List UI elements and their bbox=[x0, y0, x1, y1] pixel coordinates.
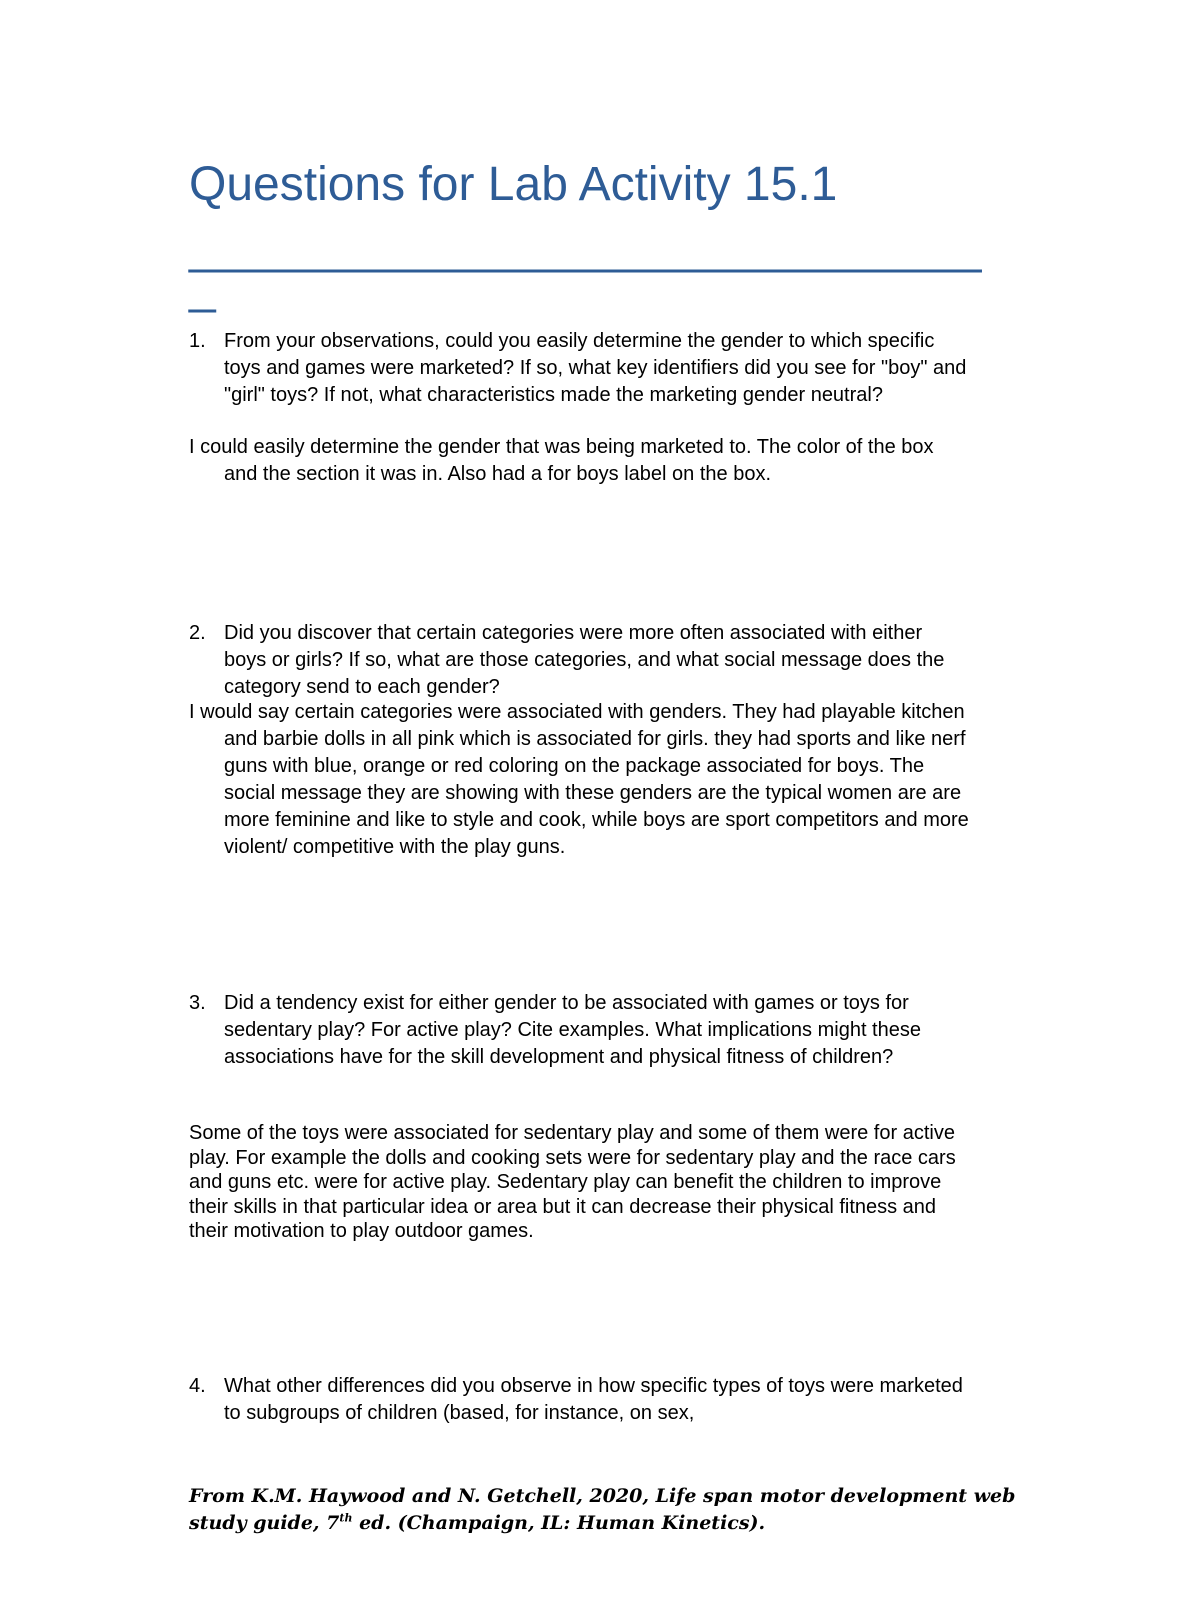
question-3 bbox=[189, 990, 969, 1071]
title-rule: ______________________________________ bbox=[189, 221, 976, 274]
answer-2: I would say certain categories were associated with genders. They had playable kitchen and barbie dolls in all pink which is associated for girls. they had sports and like nerf guns with blue, orange or red coloring on the package associated for boys. The social message they are showing with these genders are the typical women are are more feminine and like to style and cook, while boys are sport competitors and more violent/ competitive with the play guns. bbox=[189, 701, 969, 858]
question-text: Did you discover that certain categories were more often associated with either boys or girls? If so, what are those categories, and what social message does the category send to each gender? bbox=[224, 622, 945, 698]
citation-footer bbox=[189, 1483, 1049, 1537]
question-1 bbox=[189, 328, 969, 409]
answer-3: Some of the toys were associated for sedentary play and some of them were for active play. For example the dolls and cooking sets were for sedentary play and the race cars and guns etc. were for active play. Sedentary play can benefit the children to improve their skills in that particular idea or area but it can decrease their physical fitness and their motivation to play outdoor games. bbox=[189, 1122, 956, 1242]
question-number: 3. bbox=[189, 992, 206, 1014]
page-title: Questions for Lab Activity 15.1 bbox=[189, 158, 838, 211]
citation-superscript: th bbox=[339, 1511, 353, 1525]
question-number: 1. bbox=[189, 330, 206, 352]
question-text: Did a tendency exist for either gender to be associated with games or toys for sedentary play? For active play? Cite examples. What implications might these associations have for the skill development and physical fitness of children? bbox=[224, 992, 921, 1068]
question-number: 2. bbox=[189, 622, 206, 644]
question-text: From your observations, could you easily determine the gender to which specific toys and games were marketed? If so, what key identifiers did you see for "boy" and "girl" toys? If not, what characteristics made the marketing gender neutral? bbox=[224, 330, 967, 406]
question-4 bbox=[189, 1373, 969, 1427]
question-2 bbox=[189, 620, 969, 701]
answer-1: I could easily determine the gender that was being marketed to. The color of the box and the section it was in. Also had a for boys label on the box. bbox=[189, 436, 934, 485]
citation-text: From K.M. Haywood and N. Getchell, 2020, Life span motor development web study guide, 7 bbox=[189, 1485, 1016, 1534]
question-number: 4. bbox=[189, 1375, 206, 1397]
title-rule-tail: _ bbox=[189, 261, 216, 314]
citation-text-end: ed. (Champaign, IL: Human Kinetics). bbox=[352, 1512, 766, 1534]
question-text: What other differences did you observe in how specific types of toys were marketed to subgroups of children (based, for instance, on sex, bbox=[224, 1375, 963, 1424]
